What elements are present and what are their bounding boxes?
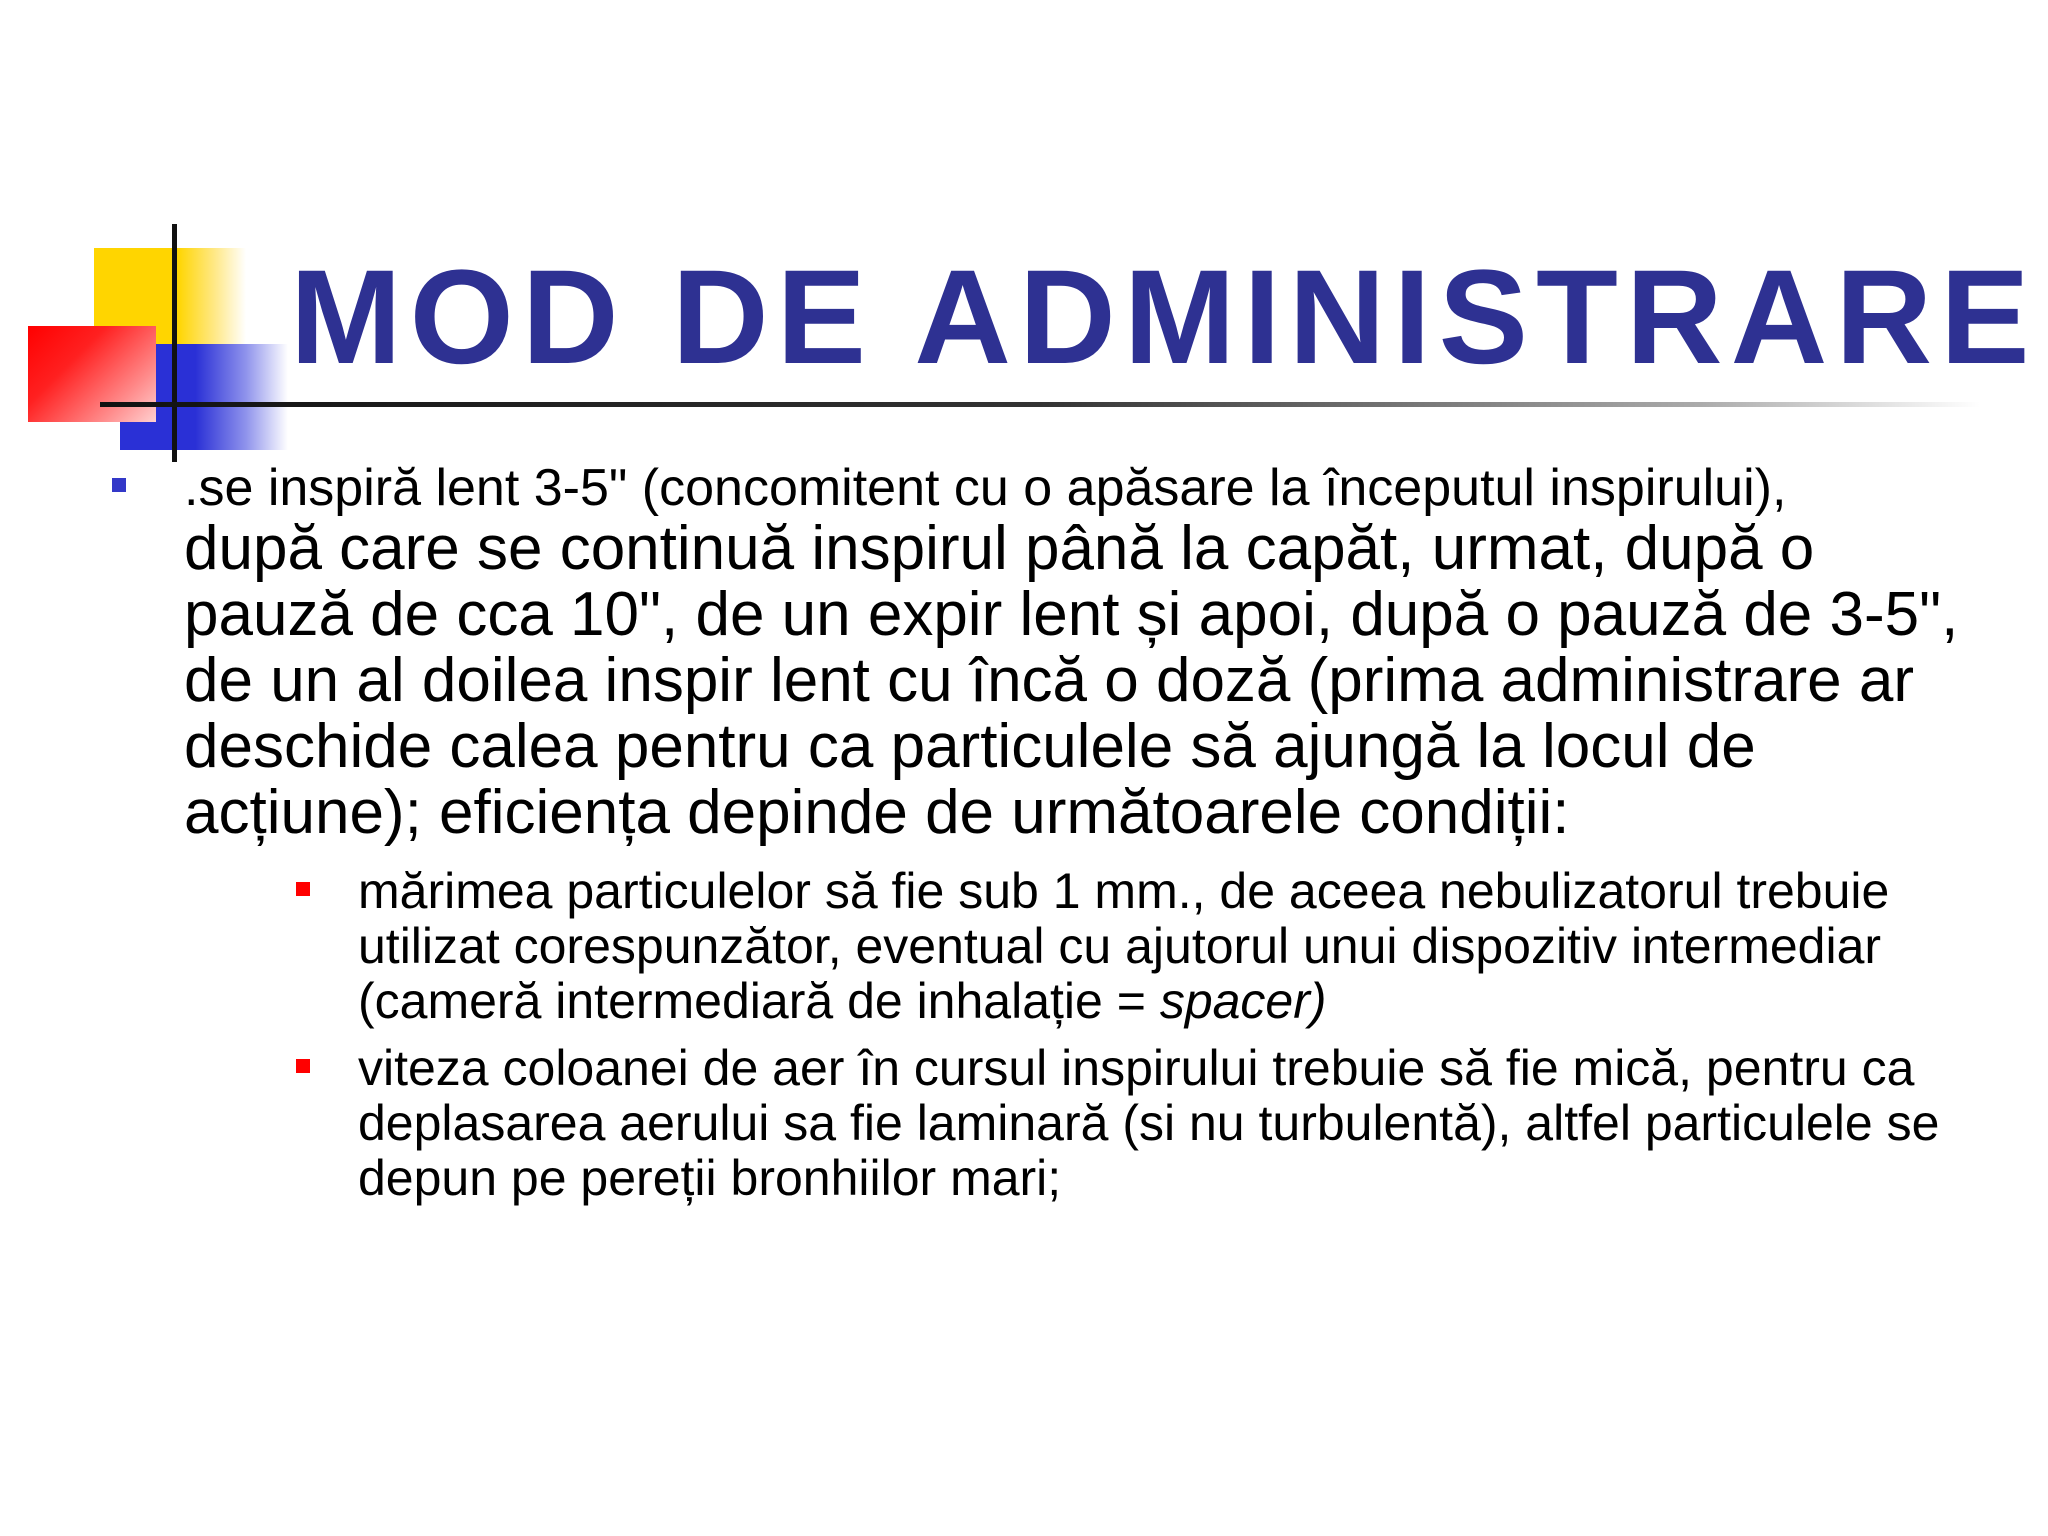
sub-bullet-item [296,1041,2000,1206]
title-underline [100,402,1980,407]
sub-bullet-italic-text: spacer) [1159,973,1327,1029]
square-bullet-icon [296,1059,310,1073]
bullet-item [100,460,2000,1206]
square-bullet-icon [112,478,126,492]
square-bullet-icon [296,882,310,896]
slide-content [100,460,2000,1218]
bullet-text: după care se continuă inspirul până la capăt, urmat, după o pauză de cca 10", de un expir lent și apoi, după o pauză de 3-5", de un al doilea inspir lent cu încă o doză (prima administrare ar deschide calea pentru ca particulele să ajungă la locul de acțiune); eficiența depinde de următoarele condiții: [184,514,1959,847]
decor-red-square [28,326,156,422]
sub-bullet-item [296,864,2000,1029]
sub-bullet-text: viteza coloanei de aer în cursul inspirului trebuie să fie mică, pentru ca deplasarea aerului sa fie laminară (si nu turbulentă), altfel particulele se depun pe pereții bronhiilor mari; [358,1040,1940,1206]
sub-bullet-list [296,864,2000,1206]
sub-bullet-text: mărimea particulelor să fie sub 1 mm., de aceea nebulizatorul trebuie utilizat corespunzător, eventual cu ajutorul unui dispozitiv intermediar (cameră intermediară de inhalație = [358,863,1890,1029]
slide-title: MOD DE ADMINISTRARE [290,243,2038,392]
decor-vertical-line [172,224,177,462]
bullet-first-line: .se inspiră lent 3-5" (concomitent cu o apăsare la începutul inspirului), [184,459,1787,517]
